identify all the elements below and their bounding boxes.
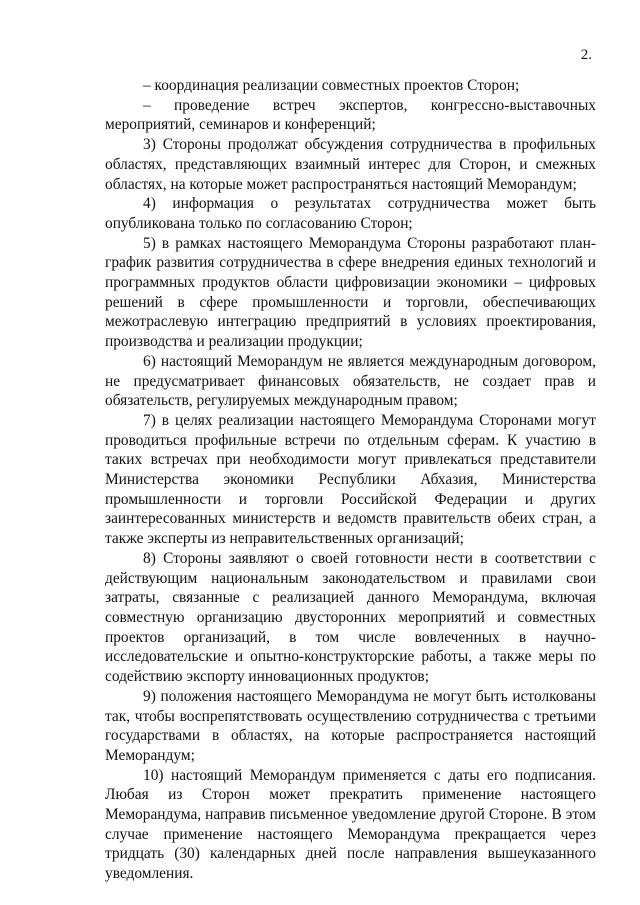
paragraph-9: 9) положения настоящего Меморандума не могут быть истолкованы так, чтобы воспрепятствовать осуществлению сотрудничества с третьими государствами в областях, на которые распространяется настоящий Меморандум; xyxy=(105,687,596,764)
paragraph-5: 5) в рамках настоящего Меморандума Стороны разработают план-график развития сотрудничества в сфере внедрения единых технологий и программных продуктов области цифровизации экономики – цифровых решений в сфере промышленности и торговли, обеспечивающих межотраслевую интеграцию предприятий в условиях проектирования, производства и реализации продукции; xyxy=(105,234,596,351)
paragraph-3: 3) Стороны продолжат обсуждения сотрудничества в профильных областях, представляющих взаимный интерес для Сторон, и смежных областях, на которые может распространяться настоящий Меморандум; xyxy=(105,136,596,193)
paragraph-expert-meetings: – проведение встреч экспертов, конгрессно-выставочных мероприятий, семинаров и конференций; xyxy=(105,96,596,134)
paragraph-6: 6) настоящий Меморандум не является международным договором, не предусматривает финансовых обязательств, не создает прав и обязательств, регулируемых международным правом; xyxy=(105,352,596,410)
paragraph-coordination: – координация реализации совместных проектов Сторон; xyxy=(143,77,520,94)
paragraph-10: 10) настоящий Меморандум применяется с даты его подписания. Любая из Сторон может прекратить применение настоящего Меморандума, направив письменное уведомление другой Стороне. В этом случае применение настоящего Меморандума прекращается через тридцать (30) календарных дней после направления вышеуказанного уведомления. xyxy=(105,766,596,883)
page-number: 2. xyxy=(580,47,592,63)
paragraph-8: 8) Стороны заявляют о своей готовности нести в соответствии с действующим национальным законодательством и правилами свои затраты, связанные с реализацией данного Меморандума, включая совместную организацию двусторонних мероприятий и совместных проектов организаций, в том числе вовлеченных в научно-исследовательские и опытно-конструкторские работы, а также меры по содействию экспорту инновационных продуктов; xyxy=(105,549,596,686)
paragraph-7: 7) в целях реализации настоящего Меморандума Сторонами могут проводиться профильные встречи по отдельным сферам. К участию в таких встречах при необходимости могут привлекаться представители Министерства экономики Республики Абхазия, Министерства промышленности и торговли Российской Федерации и других заинтересованных министерств и ведомств правительств обеих стран, а также эксперты из неправительственных организаций; xyxy=(105,411,596,548)
document-body xyxy=(105,76,596,884)
paragraph-4: 4) информация о результатах сотрудничества может быть опубликована только по согласованию Сторон; xyxy=(105,195,596,232)
